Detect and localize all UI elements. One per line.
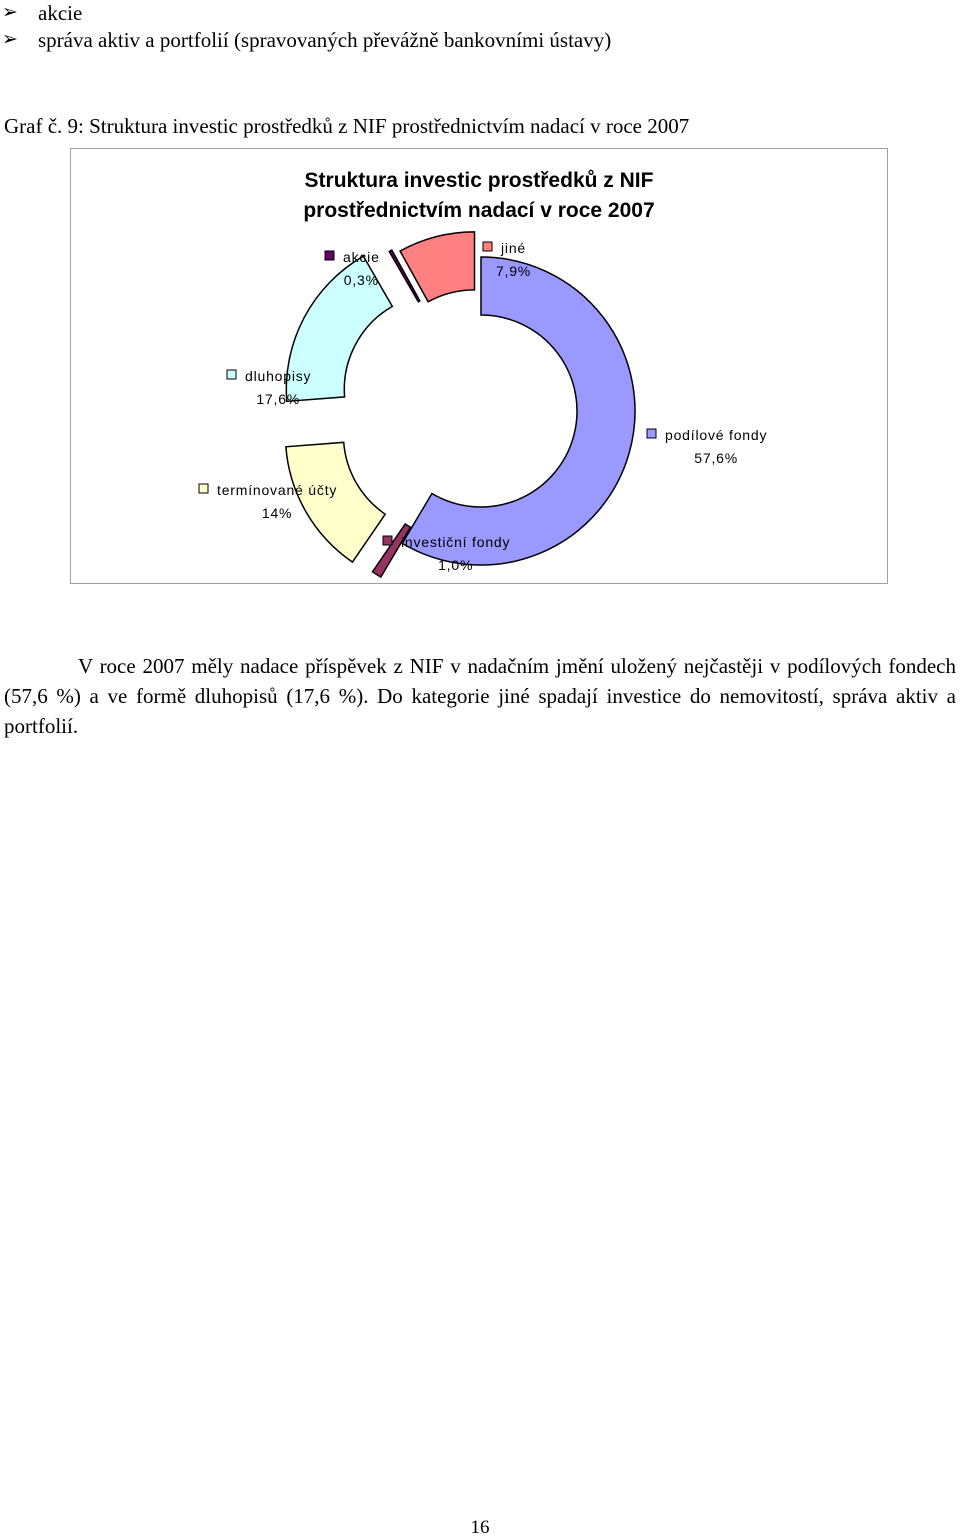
slice-label-name: jiné bbox=[501, 240, 526, 256]
legend-marker bbox=[483, 242, 492, 251]
legend-marker bbox=[227, 370, 236, 379]
page-number: 16 bbox=[470, 1517, 490, 1538]
slice-label-value: 14% bbox=[261, 505, 293, 521]
slice-label-name: dluhopisy bbox=[245, 368, 312, 384]
legend-marker bbox=[647, 429, 656, 438]
donut-slice-investiční-fondy bbox=[372, 524, 410, 577]
chart-title-line: prostřednictvím nadací v roce 2007 bbox=[303, 199, 655, 222]
slice-label bbox=[647, 427, 767, 466]
slice-label-name: akcie bbox=[343, 249, 380, 265]
chart-title-line: Struktura investic prostředků z NIF bbox=[304, 169, 654, 192]
arrow-bullet-icon: ➢ bbox=[2, 2, 18, 23]
arrow-bullet-icon: ➢ bbox=[2, 29, 18, 50]
donut-chart bbox=[71, 149, 887, 583]
body-paragraph: V roce 2007 měly nadace příspěvek z NIF v nadačním jmění uložený nejčastěji v podílových fondech (57,6 %) a ve formě dluhopisů (17,6 %). Do kategorie jiné spadají investice do nemovitostí, správa aktiv a portfolií. bbox=[4, 654, 956, 738]
legend-marker bbox=[383, 536, 392, 545]
slice-label-value: 7,9% bbox=[495, 263, 532, 279]
legend-marker bbox=[325, 251, 334, 260]
donut-slice-podílové-fondy bbox=[402, 257, 635, 565]
slice-label-name: podílové fondy bbox=[665, 427, 768, 443]
slice-label-value: 0,3% bbox=[343, 272, 379, 288]
list-item-text: akcie bbox=[38, 1, 83, 25]
donut-slice-termínované-účty bbox=[286, 442, 385, 562]
list-item-text: správa aktiv a portfolií (spravovaných převážně bankovními ústavy) bbox=[38, 28, 612, 52]
slice-label-value: 57,6% bbox=[694, 450, 738, 466]
slice-label-value: 1,0% bbox=[438, 557, 474, 573]
donut-slice-jiné bbox=[400, 232, 474, 302]
legend-marker bbox=[199, 484, 208, 493]
figure-caption: Graf č. 9: Struktura investic prostředků z NIF prostřednictvím nadací v roce 2007 bbox=[4, 114, 690, 138]
slice-label-value: 17,6% bbox=[256, 391, 301, 407]
chart-frame bbox=[70, 148, 888, 584]
slice-label-name: investiční fondy bbox=[401, 534, 511, 550]
slice-label-name: termínované účty bbox=[217, 482, 338, 498]
